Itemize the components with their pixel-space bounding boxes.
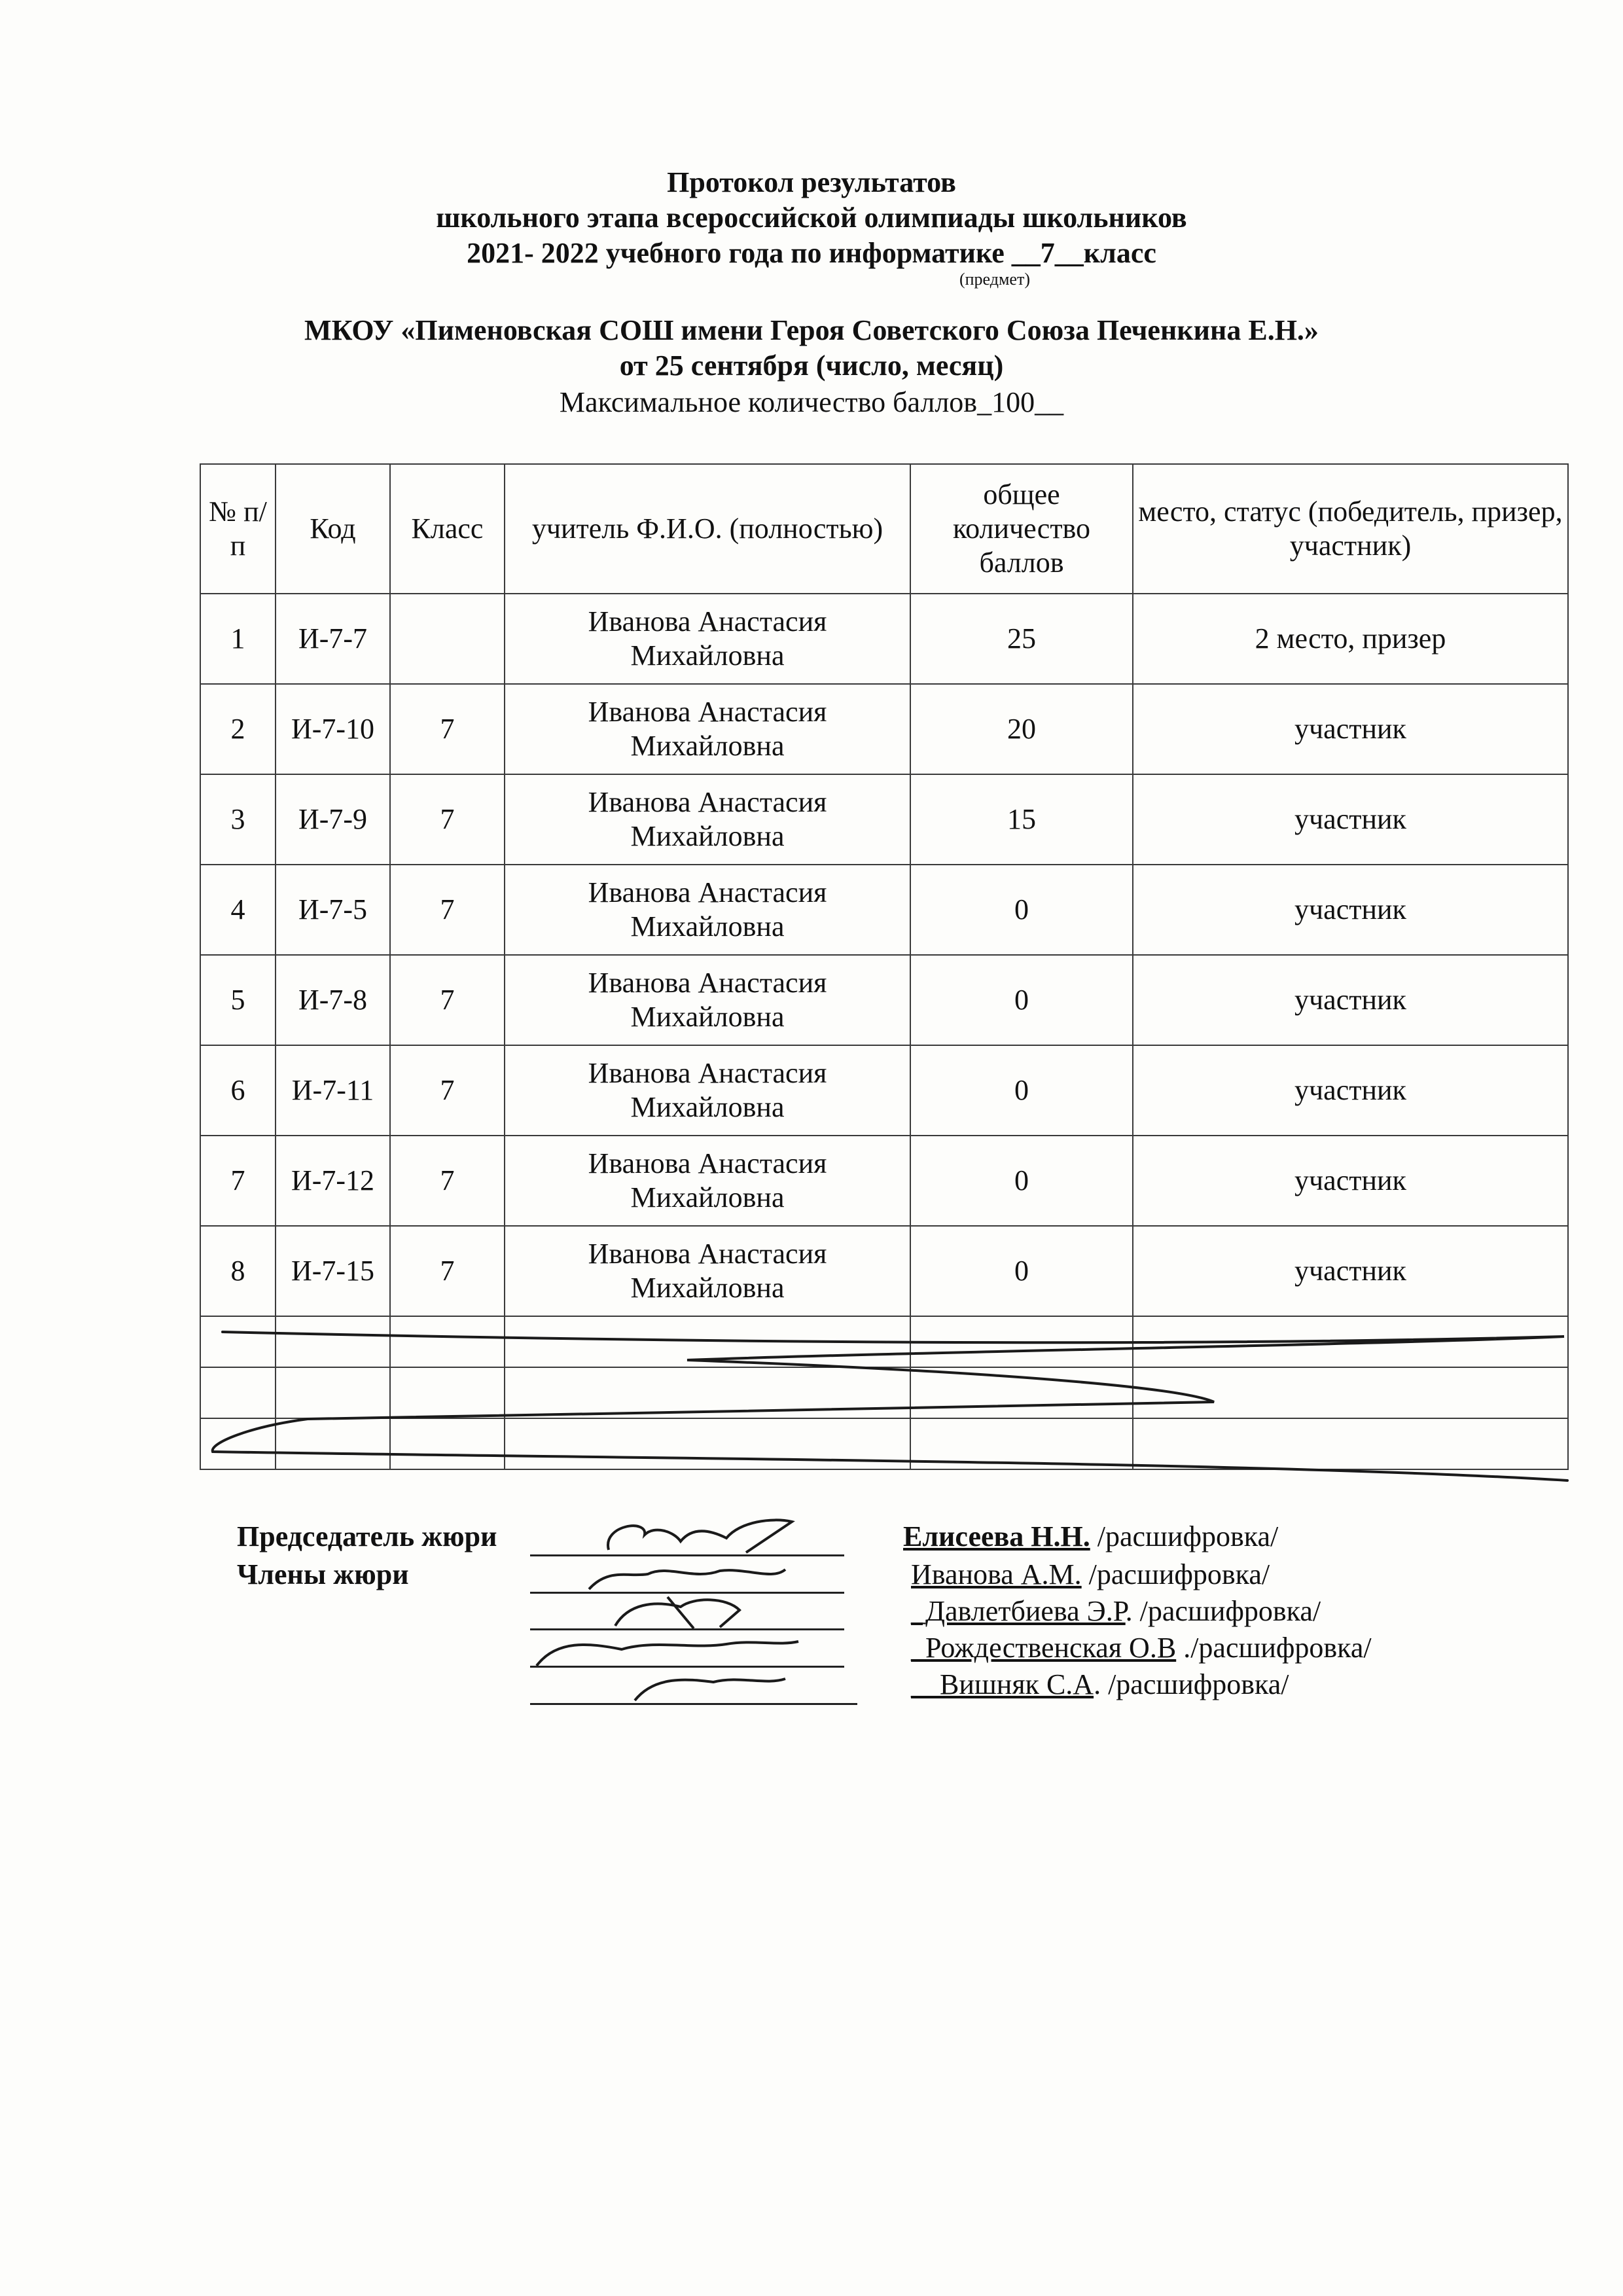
member-2-line: [911, 1593, 1321, 1630]
member-4-line: [911, 1666, 1289, 1703]
max-points: Максимальное количество баллов_100__: [559, 386, 1064, 418]
cell-score: 0: [910, 955, 1133, 1045]
cell-code: И-7-12: [276, 1136, 390, 1226]
cell-class: [390, 594, 505, 684]
chair-name-line: [903, 1518, 1278, 1555]
cell-number: 4: [200, 865, 276, 955]
results-table: [200, 463, 1569, 1470]
cell-class: 7: [390, 955, 505, 1045]
title-line-1: Протокол результатов: [667, 166, 956, 198]
cell-teacher: Иванова Анастасия Михайловна: [505, 1045, 910, 1136]
member-name: _Рождественская О.В: [911, 1632, 1177, 1664]
table-row: [200, 1136, 1568, 1226]
signature-line: [530, 1666, 844, 1668]
cell-status: участник: [1133, 865, 1568, 955]
member-suffix: . /расшифровка/: [1125, 1595, 1321, 1627]
cell-class: 7: [390, 865, 505, 955]
table-row: [200, 594, 1568, 684]
cell-class: 7: [390, 1136, 505, 1226]
chair-name: Елисеева Н.Н.: [903, 1520, 1090, 1552]
cell-score: 20: [910, 684, 1133, 774]
cell-teacher: Иванова Анастасия Михайловна: [505, 684, 910, 774]
cell-class: 7: [390, 1045, 505, 1136]
col-header-code: Код: [276, 464, 390, 594]
cell-number: 7: [200, 1136, 276, 1226]
col-header-score: общее количество баллов: [910, 464, 1133, 594]
member-1-line: [911, 1556, 1270, 1593]
col-header-teacher: учитель Ф.И.О. (полностью): [505, 464, 910, 594]
signature-line: [530, 1592, 844, 1594]
cell-teacher: Иванова Анастасия Михайловна: [505, 1136, 910, 1226]
member-suffix: ./расшифровка/: [1176, 1632, 1372, 1664]
cell-number: 3: [200, 774, 276, 865]
chair-suffix: /расшифровка/: [1090, 1520, 1279, 1552]
cell-code: И-7-9: [276, 774, 390, 865]
cell-teacher: Иванова Анастасия Михайловна: [505, 594, 910, 684]
cell-number: 1: [200, 594, 276, 684]
cell-class: 7: [390, 1226, 505, 1316]
cell-status: участник: [1133, 1226, 1568, 1316]
subject-note: (предмет): [959, 270, 1030, 289]
members-label: Члены жюри: [237, 1558, 409, 1590]
cell-number: 5: [200, 955, 276, 1045]
member-suffix: /расшифровка/: [1081, 1558, 1270, 1590]
cell-number: 2: [200, 684, 276, 774]
cell-score: 0: [910, 1226, 1133, 1316]
cell-status: участник: [1133, 684, 1568, 774]
cell-code: И-7-10: [276, 684, 390, 774]
table-header-row: [200, 464, 1568, 594]
table-row: [200, 684, 1568, 774]
cell-code: И-7-5: [276, 865, 390, 955]
cell-teacher: Иванова Анастасия Михайловна: [505, 1226, 910, 1316]
cell-number: 6: [200, 1045, 276, 1136]
table-row: [200, 955, 1568, 1045]
member-name: Иванова А.М.: [911, 1558, 1082, 1590]
olympiad-date: от 25 сентября (число, месяц): [619, 350, 1004, 382]
empty-row: [200, 1367, 1568, 1418]
col-header-class: Класс: [390, 464, 505, 594]
member-3-line: [911, 1630, 1372, 1666]
empty-row: [200, 1316, 1568, 1367]
signature-line: [530, 1554, 844, 1556]
cell-code: И-7-7: [276, 594, 390, 684]
table-row: [200, 865, 1568, 955]
title-line-3: 2021- 2022 учебного года по информатике __7__класс: [467, 237, 1156, 269]
empty-row: [200, 1418, 1568, 1469]
cell-number: 8: [200, 1226, 276, 1316]
cell-teacher: Иванова Анастасия Михайловна: [505, 774, 910, 865]
chair-label: Председатель жюри: [237, 1520, 497, 1552]
table-row: [200, 774, 1568, 865]
member-name: __Вишняк С.А: [911, 1668, 1094, 1700]
cell-code: И-7-11: [276, 1045, 390, 1136]
signature-line: [530, 1628, 844, 1630]
school-name: МКОУ «Пименовская СОШ имени Героя Советского Союза Печенкина Е.Н.»: [304, 314, 1319, 346]
cell-code: И-7-8: [276, 955, 390, 1045]
cell-status: 2 место, призер: [1133, 594, 1568, 684]
member-name: _Давлетбиева Э.Р: [911, 1595, 1126, 1627]
cell-score: 0: [910, 865, 1133, 955]
col-header-status: место, статус (победитель, призер, участник): [1133, 464, 1568, 594]
table-row: [200, 1226, 1568, 1316]
signature-line: [530, 1703, 857, 1705]
cell-class: 7: [390, 684, 505, 774]
cell-status: участник: [1133, 774, 1568, 865]
cell-score: 15: [910, 774, 1133, 865]
cell-status: участник: [1133, 1136, 1568, 1226]
cell-status: участник: [1133, 1045, 1568, 1136]
cell-code: И-7-15: [276, 1226, 390, 1316]
table-row: [200, 1045, 1568, 1136]
cell-status: участник: [1133, 955, 1568, 1045]
cell-score: 0: [910, 1045, 1133, 1136]
member-suffix: . /расшифровка/: [1094, 1668, 1289, 1700]
cell-score: 25: [910, 594, 1133, 684]
title-line-2: школьного этапа всероссийской олимпиады школьников: [436, 202, 1187, 234]
cell-teacher: Иванова Анастасия Михайловна: [505, 865, 910, 955]
cell-teacher: Иванова Анастасия Михайловна: [505, 955, 910, 1045]
cell-score: 0: [910, 1136, 1133, 1226]
cell-class: 7: [390, 774, 505, 865]
col-header-number: № п/п: [200, 464, 276, 594]
